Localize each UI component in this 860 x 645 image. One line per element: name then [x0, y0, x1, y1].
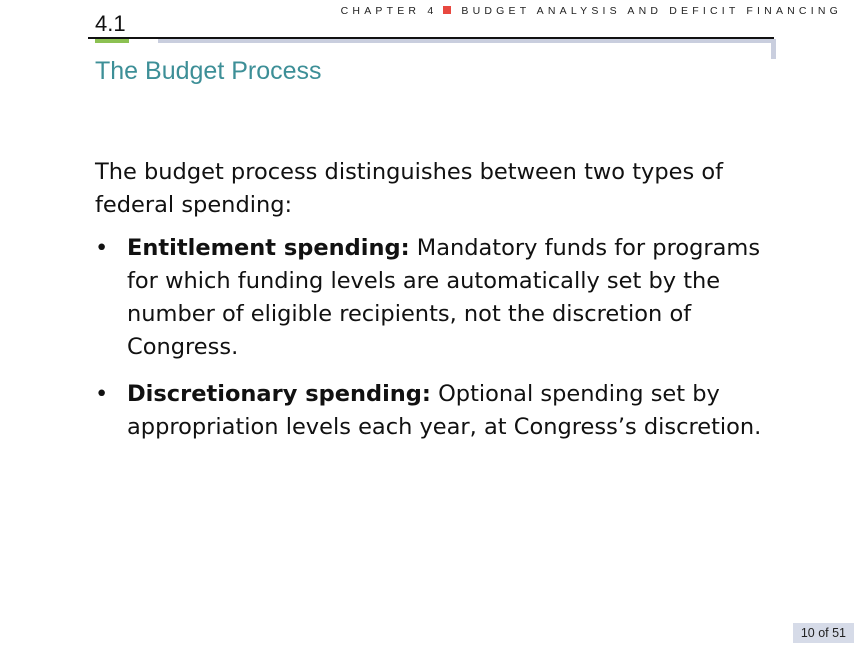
list-item [95, 232, 785, 364]
bullet-term: Discretionary spending: [127, 381, 431, 407]
slide-body [95, 156, 785, 458]
chapter-title: BUDGET ANALYSIS AND DEFICIT FINANCING [461, 5, 842, 17]
page-counter: 10 of 51 [793, 623, 854, 643]
bullet-list [95, 232, 785, 444]
header-rule [88, 37, 774, 39]
bullet-icon: • [95, 381, 109, 407]
header-rule-shadow [158, 39, 776, 43]
slide-title: The Budget Process [95, 57, 322, 85]
bullet-icon: • [95, 235, 109, 261]
list-item [95, 378, 785, 444]
intro-paragraph: The budget process distinguishes between two types of federal spending: [95, 159, 724, 218]
square-separator-icon [443, 6, 451, 14]
section-number: 4.1 [95, 11, 126, 36]
chapter-header [341, 5, 842, 17]
section-number-underline [95, 39, 129, 43]
bullet-text: Optional spending set by appropriation levels each year, at Congress’s discretion. [127, 381, 762, 440]
bullet-term: Entitlement spending: [127, 235, 410, 261]
chapter-label: CHAPTER 4 [340, 5, 438, 17]
bullet-text: Mandatory funds for programs for which funding levels are automatically set by the number of eligible recipients, not the discretion of Congress. [127, 235, 761, 360]
header-rule-shadow-end [771, 39, 776, 59]
